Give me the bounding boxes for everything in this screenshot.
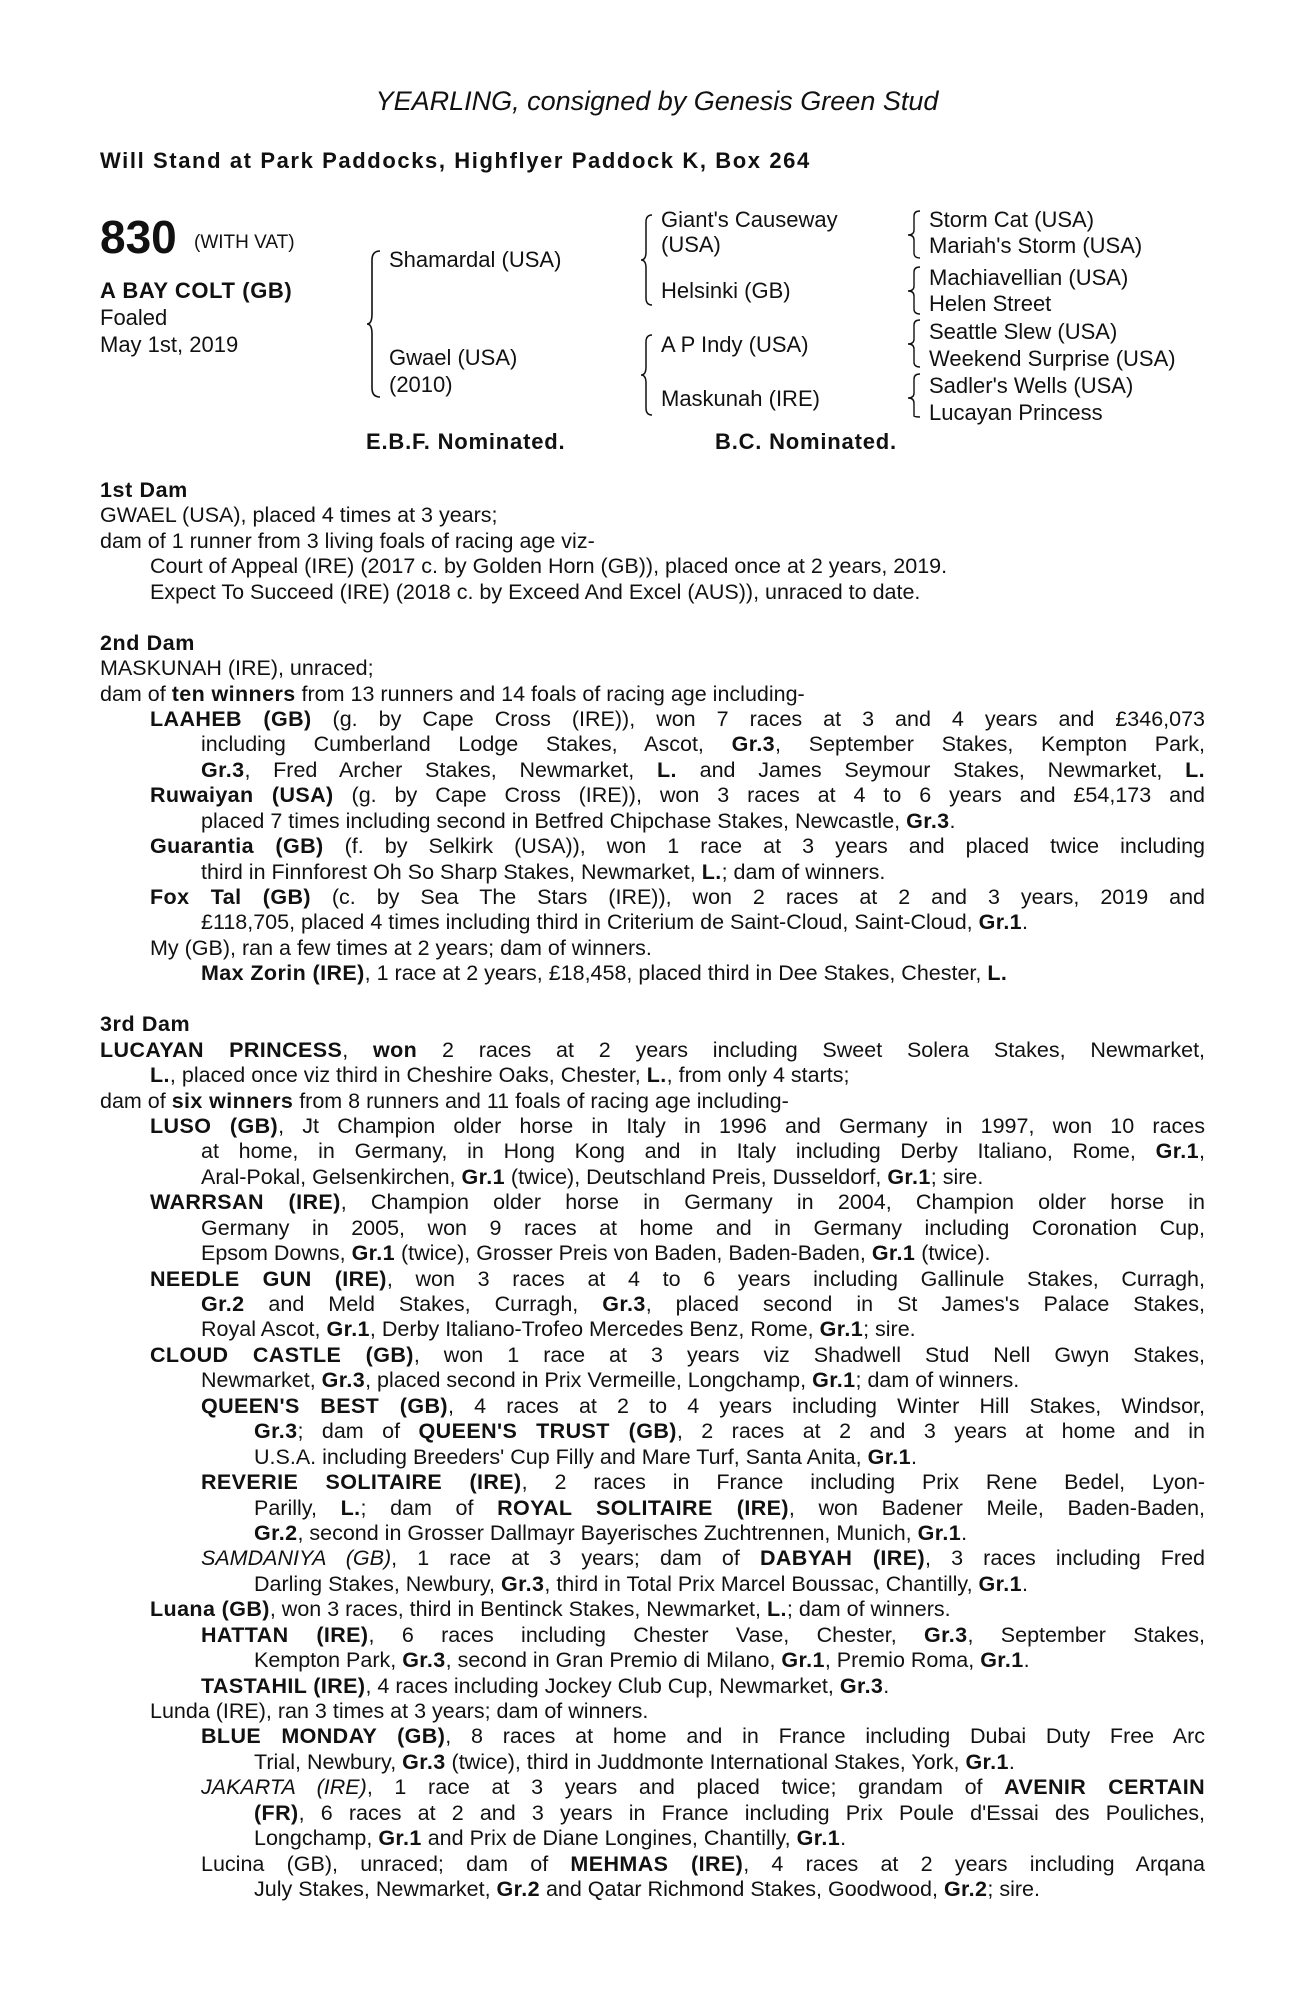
bold-text: Fox Tal (GB)	[150, 885, 311, 909]
grandparent-3: Machiavellian (USA)	[929, 265, 1129, 290]
text: , placed once viz third in Cheshire Oaks, Chester,	[169, 1063, 647, 1088]
text: 2 races at 2 years including Sweet Solera Stakes, Newmarket,	[417, 1037, 1206, 1062]
text: .	[1008, 1749, 1015, 1774]
text: , Premio Roma,	[824, 1648, 981, 1673]
bold-text: Gr.3	[839, 1673, 884, 1698]
bold-text: Gr.3	[731, 732, 776, 757]
record-line	[100, 1267, 1205, 1292]
record-line	[100, 1826, 1205, 1851]
bold-text: L.	[656, 757, 677, 782]
text: dam of	[100, 681, 172, 706]
foaled-label: Foaled	[100, 305, 168, 330]
pedigree-brace-sire-dam	[366, 250, 386, 398]
text: , Champion older horse in Germany in 2004, Champion older horse in	[340, 1190, 1206, 1215]
bold-text: Gr.3	[602, 1292, 646, 1316]
horse-name: A BAY COLT (GB)	[100, 278, 293, 303]
ebf-nominated: E.B.F. Nominated.	[366, 429, 566, 454]
record-line	[100, 707, 1205, 732]
section-heading: 1st Dam	[100, 478, 188, 502]
record-line	[100, 1852, 1205, 1877]
text: , placed second in Prix Vermeille, Longchamp,	[365, 1368, 813, 1393]
text: ; dam of winners.	[786, 1597, 951, 1622]
bold-text: BLUE MONDAY (GB)	[201, 1724, 446, 1749]
text: , 6 races including Chester Vase, Chester,	[368, 1622, 925, 1647]
bold-text: L.	[150, 1063, 170, 1088]
dam-sire: A P Indy (USA)	[661, 332, 809, 357]
text: .	[840, 1826, 847, 1851]
text: from 8 runners and 11 foals of racing age including-	[293, 1088, 789, 1113]
bold-text: Gr.1	[978, 910, 1023, 935]
record-line	[100, 1699, 1205, 1724]
text: (twice).	[915, 1241, 991, 1266]
text: , 4 races including Jockey Club Cup, Newmarket,	[365, 1673, 840, 1698]
bold-text: LAAHEB (GB)	[150, 706, 312, 731]
dam-section	[100, 1012, 1205, 1902]
record-line	[100, 656, 1205, 681]
text: £118,705, placed 4 times including third in Criterium de Saint-Cloud, Saint-Cloud,	[201, 910, 979, 935]
text: , 2 races at 2 and 3 years at home and in	[676, 1419, 1205, 1444]
dam-section	[100, 631, 1205, 987]
record-line	[100, 1394, 1205, 1419]
italic-text: SAMDANIYA (GB)	[201, 1546, 392, 1571]
text: Newmarket,	[201, 1368, 322, 1393]
record-line	[100, 910, 1205, 935]
record-line	[100, 834, 1205, 859]
pedigree-braces-grandparents	[906, 210, 924, 418]
bold-text: Gr.1	[917, 1520, 962, 1545]
text: and James Seymour Stakes, Newmarket,	[676, 757, 1186, 782]
bold-text: L.	[987, 961, 1008, 986]
text: GWAEL (USA), placed 4 times at 3 years;	[100, 503, 498, 528]
text: and Meld Stakes, Curragh,	[244, 1292, 603, 1316]
record-line	[100, 961, 1205, 986]
text: (twice), Deutschland Preis, Dusseldorf,	[504, 1164, 888, 1189]
text: Court of Appeal (IRE) (2017 c. by Golden Horn (GB)), placed once at 2 years, 2019.	[150, 554, 948, 579]
record-line	[100, 1292, 1205, 1317]
bold-text: QUEEN'S TRUST (GB)	[418, 1419, 677, 1444]
text: .	[911, 1444, 917, 1469]
bold-text: HATTAN (IRE)	[201, 1622, 369, 1647]
bold-text: AVENIR CERTAIN	[1004, 1775, 1206, 1800]
record-line	[100, 1114, 1205, 1139]
record-line	[100, 503, 1205, 528]
text: .	[1023, 1648, 1030, 1673]
text: , second in Grosser Dallmayr Bayerisches Zuchtrennen, Munich,	[297, 1520, 918, 1545]
text: , 2 races in France including Prix Rene Bedel, Lyon-	[521, 1470, 1205, 1495]
dam-section	[100, 478, 1205, 605]
record-line	[100, 1216, 1205, 1241]
text: , placed second in St James's Palace Stakes,	[645, 1292, 1205, 1316]
text: , won 3 races, third in Bentinck Stakes, Newmarket,	[269, 1597, 767, 1622]
record-line	[100, 758, 1205, 783]
bold-text: Gr.1	[980, 1648, 1024, 1673]
record-line	[100, 1775, 1205, 1800]
text: , 4 races at 2 to 4 years including Winter Hill Stakes, Windsor,	[447, 1393, 1205, 1418]
record-line	[100, 1648, 1205, 1673]
text: from 13 runners and 14 foals of racing age including-	[295, 681, 805, 706]
bold-text: MEHMAS (IRE)	[570, 1851, 744, 1876]
text: Darling Stakes, Newbury,	[254, 1571, 501, 1596]
text: placed 7 times including second in Betfred Chipchase Stakes, Newcastle,	[201, 808, 907, 833]
text: (g. by Cape Cross (IRE)), won 3 races at 4 to 6 years and £54,173 and	[333, 783, 1205, 808]
bold-text: Gr.1	[351, 1241, 395, 1266]
record-line	[100, 1521, 1205, 1546]
text: .	[961, 1520, 968, 1545]
sire-sire-country: (USA)	[661, 232, 721, 257]
text: (twice), Grosser Preis von Baden, Baden-Baden,	[395, 1241, 872, 1266]
text: , September Stakes,	[967, 1622, 1206, 1647]
grandparent-6: Weekend Surprise (USA)	[929, 346, 1176, 371]
bold-text: Gr.1	[871, 1241, 916, 1266]
record-line	[100, 1572, 1205, 1597]
text: ; dam of winners.	[721, 859, 886, 884]
bold-text: L.	[340, 1495, 361, 1520]
section-heading: 2nd Dam	[100, 630, 195, 655]
text: .	[883, 1673, 890, 1698]
record-line	[100, 1546, 1205, 1571]
text: ; sire.	[863, 1317, 916, 1342]
section-heading: 3rd Dam	[100, 1012, 191, 1037]
stabling-location: Will Stand at Park Paddocks, Highflyer Paddock K, Box 264	[100, 148, 811, 173]
bold-text: Gr.3	[906, 808, 950, 833]
grandparent-7: Sadler's Wells (USA)	[929, 373, 1134, 398]
grandparent-4: Helen Street	[929, 291, 1052, 316]
bold-text: LUSO (GB)	[150, 1113, 279, 1138]
text: , Jt Champion older horse in Italy in 1996 and Germany in 1997, won 10 races	[278, 1113, 1205, 1138]
bold-text: REVERIE SOLITAIRE (IRE)	[201, 1470, 522, 1495]
text: , won 1 race at 3 years viz Shadwell Stud Nell Gwyn Stakes,	[413, 1342, 1205, 1367]
bold-text: L.	[766, 1597, 787, 1622]
record-line	[100, 1750, 1205, 1775]
bold-text: L.	[1185, 757, 1205, 782]
text: ,	[342, 1037, 373, 1062]
sire: Shamardal (USA)	[389, 247, 562, 272]
record-line	[100, 809, 1205, 834]
text: (c. by Sea The Stars (IRE)), won 2 races at 2 and 3 years, 2019 and	[310, 885, 1205, 909]
bold-text: WARRSAN (IRE)	[150, 1190, 341, 1215]
record-line	[100, 1445, 1205, 1470]
record-line	[100, 1623, 1205, 1648]
text: dam of	[100, 1088, 172, 1113]
sire-dam: Helsinki (GB)	[661, 278, 791, 303]
text: Germany in 2005, won 9 races at home and in Germany including Coronation Cup,	[201, 1215, 1205, 1240]
record-line	[100, 1317, 1205, 1342]
bold-text: Gr.2	[943, 1877, 988, 1902]
text: , won Badener Meile, Baden-Baden,	[788, 1495, 1205, 1520]
record-line	[100, 1724, 1205, 1749]
bold-text: six winners	[171, 1088, 294, 1113]
record-line	[100, 1597, 1205, 1622]
text: , Fred Archer Stakes, Newmarket,	[244, 757, 657, 782]
text: , second in Gran Premio di Milano,	[445, 1648, 782, 1673]
text: , 6 races at 2 and 3 years in France including Prix Poule d'Essai des Pouliches,	[298, 1800, 1205, 1825]
text: , 3 races including Fred	[925, 1546, 1206, 1571]
grandparent-1: Storm Cat (USA)	[929, 207, 1095, 232]
bold-text: Gr.1	[781, 1648, 825, 1673]
bold-text: DABYAH (IRE)	[759, 1546, 926, 1571]
bold-text: ROYAL SOLITAIRE (IRE)	[497, 1495, 789, 1520]
record-line	[100, 1801, 1205, 1826]
text: ; sire.	[930, 1164, 984, 1189]
produce-record	[100, 478, 1205, 1928]
bold-text: Gr.3	[402, 1749, 446, 1774]
grandparent-5: Seattle Slew (USA)	[929, 319, 1118, 344]
text: dam of 1 runner from 3 living foals of racing age viz-	[100, 528, 595, 553]
pedigree-brace-dam-line	[640, 334, 658, 416]
text: Lucina (GB), unraced; dam of	[201, 1851, 571, 1876]
text: ; dam of	[297, 1419, 419, 1444]
bold-text: Luana (GB)	[150, 1597, 270, 1622]
record-line	[100, 1343, 1205, 1368]
text: .	[1021, 1571, 1028, 1596]
bold-text: Gr.3	[402, 1648, 446, 1673]
text: July Stakes, Newmarket,	[254, 1877, 497, 1902]
text: , from only 4 starts;	[666, 1063, 850, 1088]
text: Lunda (IRE), ran 3 times at 3 years; dam of winners.	[150, 1699, 649, 1723]
text: Kempton Park,	[254, 1648, 403, 1673]
record-line	[100, 1139, 1205, 1164]
bold-text: Max Zorin (IRE)	[201, 961, 365, 986]
sire-sire: Giant's Causeway	[661, 207, 838, 232]
foaled-date: May 1st, 2019	[100, 332, 239, 357]
bold-text: Ruwaiyan (USA)	[150, 783, 334, 808]
bold-text: L.	[701, 859, 722, 884]
bold-text: Gr.1	[819, 1317, 864, 1342]
bold-text: TASTAHIL (IRE)	[201, 1673, 366, 1698]
record-line	[100, 1165, 1205, 1190]
record-line	[100, 580, 1205, 605]
italic-text: JAKARTA (IRE)	[201, 1775, 367, 1800]
record-line	[100, 1063, 1205, 1088]
bold-text: Gr.3	[321, 1368, 366, 1393]
bold-text: Gr.3	[201, 757, 245, 782]
bold-text: Gr.1	[1155, 1139, 1200, 1164]
text: and Qatar Richmond Stakes, Goodwood,	[539, 1877, 944, 1902]
text: , 1 race at 2 years, £18,458, placed third in Dee Stakes, Chester,	[364, 961, 988, 986]
pedigree-brace-sire-line	[640, 214, 658, 306]
record-line	[100, 1470, 1205, 1495]
text: ; dam of winners.	[855, 1368, 1020, 1393]
text: , 8 races at home and in France including Dubai Duty Free Arc	[445, 1724, 1205, 1749]
text: Aral-Pokal, Gelsenkirchen,	[201, 1164, 462, 1189]
text: (f. by Selkirk (USA)), won 1 race at 3 years and placed twice including	[323, 834, 1205, 859]
record-line	[100, 783, 1205, 808]
bold-text: Gr.1	[887, 1164, 931, 1189]
bold-text: Gr.1	[378, 1826, 422, 1851]
record-line	[100, 1368, 1205, 1393]
bold-text: LUCAYAN PRINCESS	[100, 1037, 343, 1062]
grandparent-2: Mariah's Storm (USA)	[929, 233, 1143, 258]
record-line	[100, 1241, 1205, 1266]
catalogue-title: YEARLING, consigned by Genesis Green Stud	[375, 86, 939, 116]
bold-text: NEEDLE GUN (IRE)	[150, 1266, 387, 1291]
record-line	[100, 1419, 1205, 1444]
bold-text: ten winners	[171, 681, 296, 706]
bold-text: CLOUD CASTLE (GB)	[150, 1342, 414, 1367]
dam-year: (2010)	[389, 372, 453, 397]
dam: Gwael (USA)	[389, 345, 518, 370]
text: , 1 race at 3 years and placed twice; grandam of	[366, 1775, 1005, 1800]
record-line	[100, 1038, 1205, 1063]
text: My (GB), ran a few times at 2 years; dam of winners.	[150, 935, 652, 960]
bold-text: Gr.1	[796, 1826, 841, 1851]
bold-text: L.	[646, 1063, 667, 1088]
record-line	[100, 1089, 1205, 1114]
record-line	[100, 529, 1205, 554]
text: .	[949, 808, 956, 833]
bold-text: Gr.3	[500, 1571, 545, 1596]
text: at home, in Germany, in Hong Kong and in Italy including Derby Italiano, Rome,	[201, 1139, 1156, 1164]
text: third in Finnforest Oh So Sharp Stakes, Newmarket,	[201, 859, 702, 884]
record-line	[100, 885, 1205, 910]
record-line	[100, 936, 1205, 961]
record-line	[100, 860, 1205, 885]
text: , third in Total Prix Marcel Boussac, Chantilly,	[544, 1571, 979, 1596]
text: , 4 races at 2 years including Arqana	[743, 1851, 1205, 1876]
record-line	[100, 682, 1205, 707]
text: and Prix de Diane Longines, Chantilly,	[421, 1826, 797, 1851]
text: Epsom Downs,	[201, 1241, 352, 1266]
dam-dam: Maskunah (IRE)	[661, 386, 820, 411]
bold-text: Gr.1	[812, 1368, 856, 1393]
text: Expect To Succeed (IRE) (2018 c. by Exceed And Excel (AUS)), unraced to date.	[150, 579, 921, 604]
text: ; dam of	[360, 1495, 498, 1520]
text: MASKUNAH (IRE), unraced;	[100, 656, 374, 681]
bold-text: won	[373, 1037, 418, 1062]
vat-note: (WITH VAT)	[194, 232, 295, 253]
bold-text: Gr.2	[254, 1520, 298, 1545]
bold-text: (FR)	[254, 1800, 299, 1825]
record-line	[100, 1190, 1205, 1215]
text: Longchamp,	[254, 1826, 379, 1851]
record-line	[100, 1674, 1205, 1699]
record-line	[100, 554, 1205, 579]
text: ,	[1199, 1139, 1205, 1164]
text: , 1 race at 3 years; dam of	[391, 1546, 760, 1571]
bold-text: Gr.1	[461, 1164, 505, 1189]
record-line	[100, 1496, 1205, 1521]
text: .	[1022, 910, 1029, 935]
text: Royal Ascot,	[201, 1317, 327, 1342]
bold-text: Gr.1	[965, 1749, 1009, 1774]
bold-text: QUEEN'S BEST (GB)	[201, 1393, 448, 1418]
bold-text: Gr.3	[254, 1419, 298, 1444]
text: (g. by Cape Cross (IRE)), won 7 races at 3 and 4 years and £346,073	[311, 706, 1206, 731]
text: ; sire.	[987, 1877, 1040, 1902]
bold-text: Gr.2	[201, 1292, 245, 1316]
bold-text: Gr.1	[978, 1571, 1022, 1596]
bold-text: Gr.1	[326, 1317, 370, 1342]
bold-text: Guarantia (GB)	[150, 834, 324, 859]
bc-nominated: B.C. Nominated.	[715, 429, 897, 454]
record-line	[100, 732, 1205, 757]
text: (twice), third in Juddmonte International Stakes, York,	[445, 1749, 966, 1774]
grandparent-8: Lucayan Princess	[929, 400, 1103, 425]
text: Trial, Newbury,	[254, 1749, 403, 1774]
bold-text: Gr.1	[867, 1444, 912, 1469]
text: Parilly,	[254, 1495, 341, 1520]
text: , won 3 races at 4 to 6 years including Gallinule Stakes, Curragh,	[386, 1266, 1205, 1291]
text: , Derby Italiano-Trofeo Mercedes Benz, Rome,	[369, 1317, 820, 1342]
text: U.S.A. including Breeders' Cup Filly and Mare Turf, Santa Anita,	[254, 1444, 868, 1469]
bold-text: Gr.3	[924, 1622, 968, 1647]
text: , September Stakes, Kempton Park,	[775, 732, 1205, 757]
bold-text: Gr.2	[496, 1877, 540, 1902]
text: including Cumberland Lodge Stakes, Ascot,	[201, 732, 732, 757]
lot-number: 830	[100, 211, 177, 263]
record-line	[100, 1877, 1205, 1902]
